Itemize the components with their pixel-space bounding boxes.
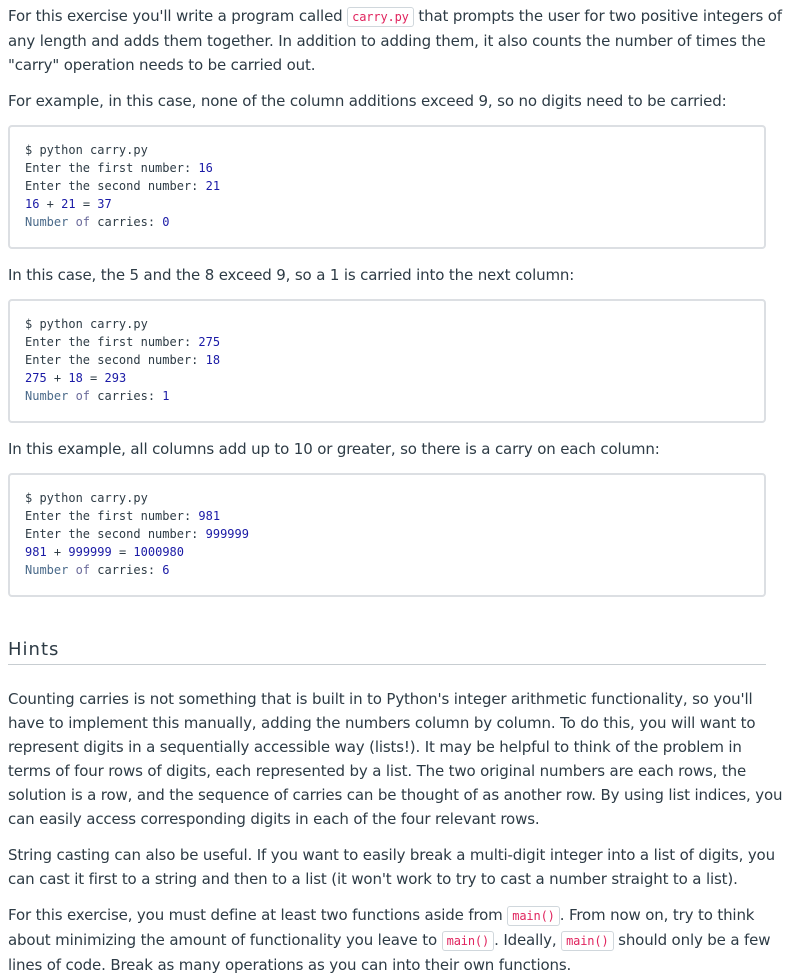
command-line: $ python carry.py: [25, 317, 148, 331]
prompt-line: [25, 525, 749, 543]
example1-code-block: [8, 125, 766, 249]
code-token: of: [75, 389, 91, 403]
code-token: of: [75, 215, 91, 229]
code-token: 16: [198, 161, 213, 175]
sum-line: [25, 543, 749, 561]
code-token: Number: [25, 389, 76, 403]
sum-line: [25, 195, 749, 213]
prompt-line: [25, 507, 749, 525]
inline-code-filename: carry.py: [347, 7, 414, 27]
code-token: 1000980: [133, 545, 184, 559]
prompt-line: [25, 159, 749, 177]
code-token: 21: [61, 197, 76, 211]
code-token: 6: [162, 563, 170, 577]
command-line: $ python carry.py: [25, 491, 148, 505]
code-token: +: [46, 371, 69, 385]
code-token: carries:: [90, 215, 163, 229]
code-token: Enter the first number:: [25, 509, 199, 523]
code-token: 37: [97, 197, 112, 211]
code-token: 18: [205, 353, 221, 367]
code-token: 981: [198, 509, 221, 523]
example1-lead: For example, in this case, none of the column additions exceed 9, so no digits need to be carried:: [8, 92, 727, 110]
code-token: of: [75, 563, 91, 577]
code-token: 1: [162, 389, 170, 403]
code-token: 18: [68, 371, 83, 385]
hints-paragraph-3: [8, 903, 788, 977]
intro-paragraph: [8, 4, 788, 77]
carries-line: [25, 213, 749, 231]
text-run: . Ideally,: [494, 931, 562, 949]
code-token: Enter the second number:: [25, 527, 206, 541]
text-run: that prompts the user for two positive integers of any length and adds them together. In addition to adding them, it also counts the number of times the "carry" operation needs to be carried out.: [8, 7, 782, 74]
code-token: =: [75, 197, 98, 211]
code-token: Number: [25, 563, 76, 577]
inline-code-main: main(): [442, 931, 494, 951]
carries-line: [25, 561, 749, 579]
code-token: +: [46, 545, 69, 559]
hints-paragraph-1: Counting carries is not something that is built in to Python's integer arithmetic functionality, so you'll have to implement this manually, adding the numbers column by column. To do this, you will want to represent digits in a sequentially accessible way (lists!). It may be helpful to think of the problem in terms of four rows of digits, each represented by a list. The two original numbers are each rows, the solution is a row, and the sequence of carries can be thought of as another row. By using list indices, you can easily access corresponding digits in each of the four relevant rows.: [8, 690, 783, 828]
text-run: For this exercise you'll write a program called: [8, 7, 348, 25]
code-token: =: [82, 371, 105, 385]
example2-code-block: [8, 299, 766, 423]
code-token: 999999: [205, 527, 249, 541]
inline-code-main: main(): [507, 906, 559, 926]
hints-heading: Hints: [8, 639, 766, 665]
text-run: For this exercise, you must define at least two functions aside from: [8, 906, 508, 924]
code-token: +: [39, 197, 62, 211]
text-run: . From now on, try to think about minimizing the amount of functionality you leave to: [8, 906, 755, 949]
prompt-line: [25, 177, 749, 195]
inline-code-main: main(): [561, 931, 613, 951]
code-token: 293: [104, 371, 127, 385]
example3-code-block: [8, 473, 766, 597]
assignment-content: [0, 4, 796, 977]
code-token: 0: [162, 215, 170, 229]
code-token: 275: [198, 335, 221, 349]
carries-line: [25, 387, 749, 405]
code-token: Enter the first number:: [25, 161, 199, 175]
code-token: 275: [25, 371, 47, 385]
code-token: =: [111, 545, 134, 559]
code-token: Number: [25, 215, 76, 229]
hints-paragraph-2: String casting can also be useful. If you want to easily break a multi-digit integer into a list of digits, you can cast it first to a string and then to a list (it won't work to try to cast a number straight to a list).: [8, 846, 775, 888]
example2-lead: In this case, the 5 and the 8 exceed 9, so a 1 is carried into the next column:: [8, 266, 575, 284]
code-token: 16: [25, 197, 40, 211]
sum-line: [25, 369, 749, 387]
example3-lead: In this example, all columns add up to 10 or greater, so there is a carry on each column:: [8, 440, 660, 458]
code-token: Enter the second number:: [25, 353, 206, 367]
code-token: carries:: [90, 563, 163, 577]
code-token: 981: [25, 545, 47, 559]
prompt-line: [25, 333, 749, 351]
code-token: carries:: [90, 389, 163, 403]
code-token: 21: [205, 179, 221, 193]
prompt-line: [25, 351, 749, 369]
code-token: Enter the second number:: [25, 179, 206, 193]
command-line: $ python carry.py: [25, 143, 148, 157]
code-token: Enter the first number:: [25, 335, 199, 349]
code-token: 999999: [68, 545, 112, 559]
text-run: should only be a few lines of code. Break as many operations as you can into their own functions.: [8, 931, 771, 974]
